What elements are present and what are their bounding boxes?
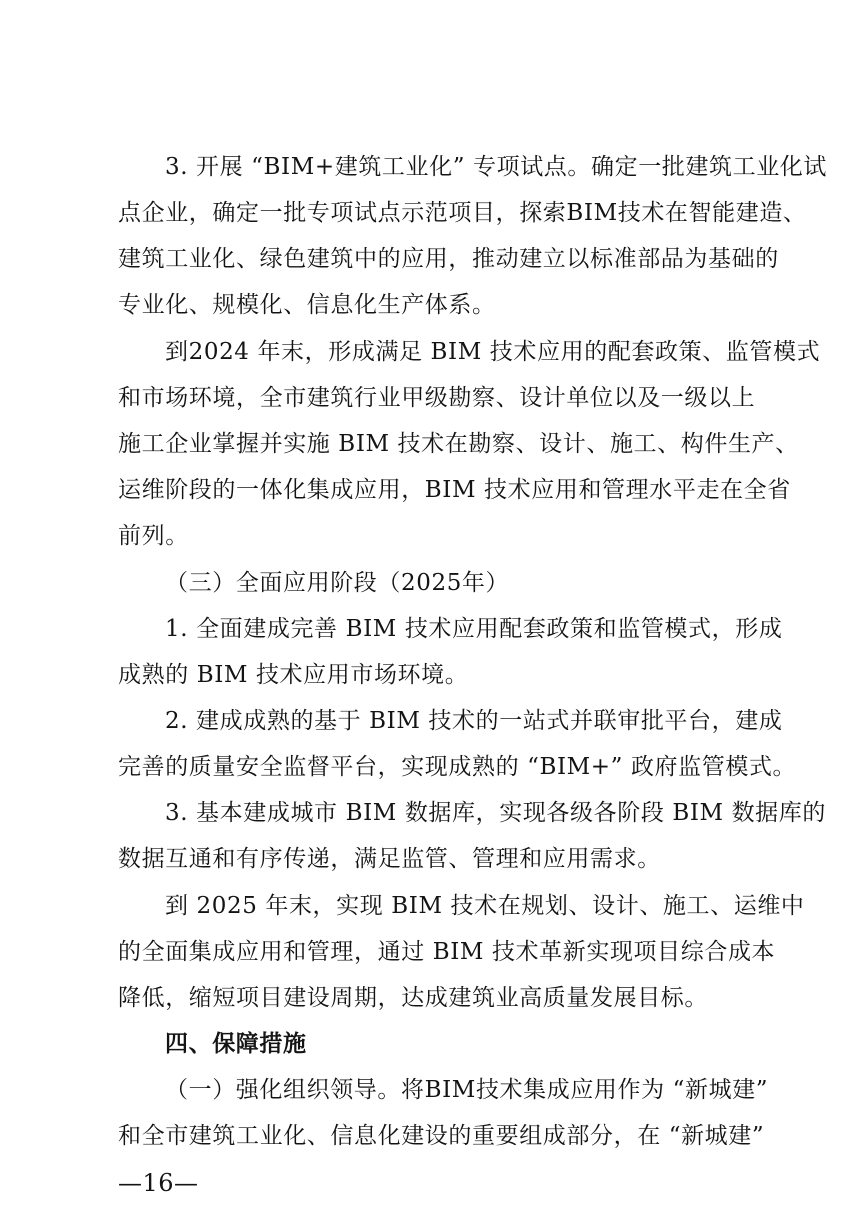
paragraph-line: 和全市建筑工业化、信息化建设的重要组成部分，在 “新城建” bbox=[118, 1123, 765, 1149]
paragraph-line: 数据互通和有序传递，满足监管、管理和应用需求。 bbox=[118, 846, 661, 872]
paragraph-line: 建筑工业化、绿色建筑中的应用，推动建立以标准部品为基础的 bbox=[118, 246, 779, 272]
section-heading: 四、保障措施 bbox=[165, 1031, 307, 1057]
paragraph-line: 点企业，确定一批专项试点示范项目，探索BIM技术在智能建造、 bbox=[118, 200, 807, 226]
paragraph-line: 的全面集成应用和管理，通过 BIM 技术革新实现项目综合成本 bbox=[118, 939, 776, 965]
paragraph-line: 到 2025 年末，实现 BIM 技术在规划、设计、施工、运维中 bbox=[165, 893, 805, 919]
section-subheading: （三）全面应用阶段（2025年） bbox=[165, 570, 510, 596]
paragraph-line: 和市场环境，全市建筑行业甲级勘察、设计单位以及一级以上 bbox=[118, 385, 756, 411]
paragraph-line: 到2024 年末，形成满足 BIM 技术应用的配套政策、监管模式 bbox=[165, 339, 821, 365]
paragraph-line: 降低，缩短项目建设周期，达成建筑业高质量发展目标。 bbox=[118, 985, 708, 1011]
paragraph-line: 完善的质量安全监督平台，实现成熟的 “BIM+” 政府监管模式。 bbox=[118, 754, 797, 780]
paragraph-line: （一）强化组织领导。将BIM技术集成应用作为 “新城建” bbox=[165, 1077, 769, 1103]
paragraph-line: 施工企业掌握并实施 BIM 技术在勘察、设计、施工、构件生产、 bbox=[118, 431, 799, 457]
paragraph-line: 运维阶段的一体化集成应用，BIM 技术应用和管理水平走在全省 bbox=[118, 477, 791, 503]
paragraph-line: 前列。 bbox=[118, 523, 189, 549]
paragraph-line: 3. 开展 “BIM+建筑工业化” 专项试点。确定一批建筑工业化试 bbox=[165, 154, 828, 180]
page-number: —16— bbox=[118, 1169, 199, 1197]
paragraph-line: 2. 建成成熟的基于 BIM 技术的一站式并联审批平台，建成 bbox=[165, 708, 783, 734]
paragraph-line: 成熟的 BIM 技术应用市场环境。 bbox=[118, 662, 469, 688]
paragraph-line: 专业化、规模化、信息化生产体系。 bbox=[118, 292, 496, 318]
paragraph-line: 3. 基本建成城市 BIM 数据库，实现各级各阶段 BIM 数据库的 bbox=[165, 800, 826, 826]
paragraph-line: 1. 全面建成完善 BIM 技术应用配套政策和监管模式，形成 bbox=[165, 616, 783, 642]
